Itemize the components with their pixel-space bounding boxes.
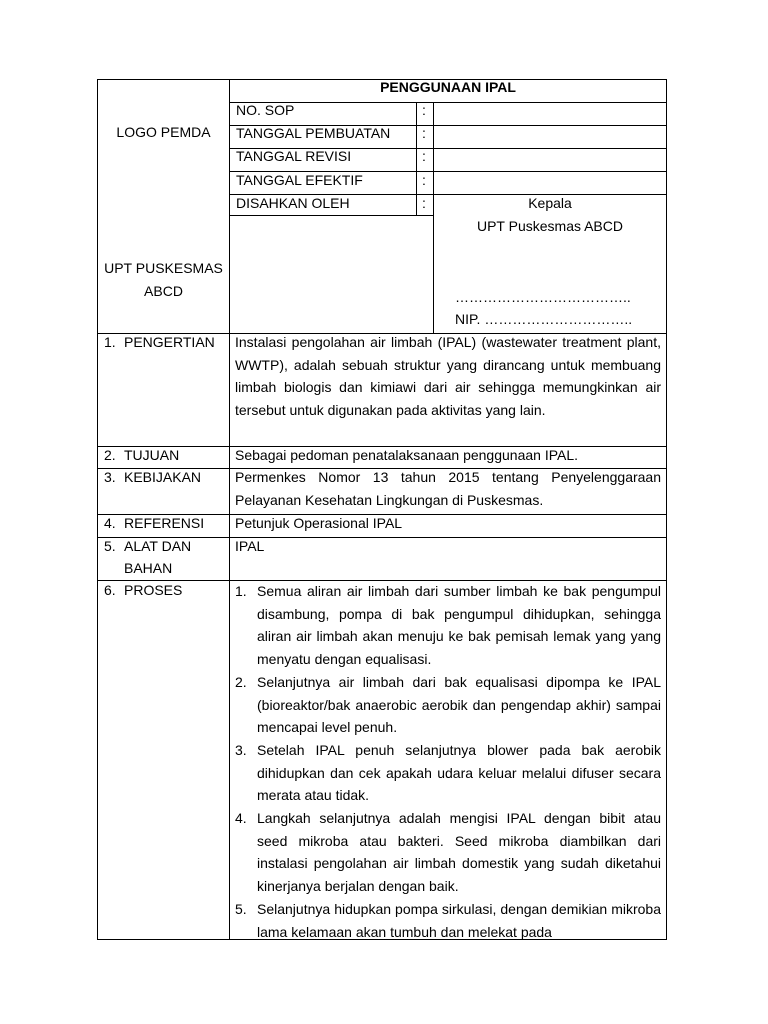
field-colon: : (422, 148, 426, 164)
table-border-right (666, 79, 667, 940)
column-divider-main (229, 79, 230, 940)
field-colon: : (422, 172, 426, 188)
process-step (235, 671, 661, 739)
signature-line: ……………………………….. (455, 289, 631, 305)
step-number: 4. (235, 810, 247, 827)
header-row-line-1 (229, 102, 667, 103)
section-number: 5. (104, 538, 116, 554)
section-content-tujuan: Sebagai pedoman penatalaksanaan penggunaan IPAL. (235, 447, 579, 463)
column-divider-colon-left (416, 102, 417, 215)
step-text: Langkah selanjutnya adalah mengisi IPAL dengan bibit atau seed mikroba atau bakteri. Seed mikroba diambilkan dari instalasi pengolahan air limbah domestik yang sudah diketahui kinerjanya berjalan dengan baik. (257, 810, 661, 895)
process-steps (235, 580, 661, 939)
process-step (235, 807, 661, 898)
field-colon: : (422, 125, 426, 141)
field-label-tanggal-pembuatan: TANGGAL PEMBUATAN (236, 125, 391, 141)
section-content-alat-bahan: IPAL (235, 538, 265, 554)
section-content-referensi: Petunjuk Operasional IPAL (235, 515, 403, 531)
section-number: 1. (104, 334, 116, 350)
field-label-tanggal-efektif: TANGGAL EFEKTIF (236, 172, 363, 188)
step-text: Selanjutnya hidupkan pompa sirkulasi, dengan demikian mikroba lama kelamaan akan tumbuh dan melekat pada (257, 900, 661, 939)
section-label-bahan: BAHAN (124, 560, 173, 576)
page-title: PENGGUNAAN IPAL (380, 79, 516, 95)
process-step (235, 580, 661, 671)
approver-unit: UPT Puskesmas ABCD (476, 218, 623, 234)
process-step (235, 739, 661, 807)
section-label-proses: PROSES (124, 582, 183, 598)
step-text: Selanjutnya air limbah dari bak equalisasi dipompa ke IPAL (bioreaktor/bak anaerobic aerobik dan pengendap akhir) sampai mencapai level penuh. (257, 673, 661, 736)
field-label-tanggal-revisi: TANGGAL REVISI (236, 148, 352, 164)
section-number: 4. (104, 515, 116, 531)
step-number: 5. (235, 900, 247, 917)
org-name-line-1: UPT PUSKESMAS (104, 260, 223, 276)
table-border-left (97, 79, 98, 940)
step-text: Setelah IPAL penuh selanjutnya blower pada bak aerobik dihidupkan dan cek apakah udara keluar melalui difuser secara merata atau tidak. (257, 741, 661, 804)
org-name-line-2: ABCD (144, 283, 183, 299)
section-number: 6. (104, 582, 116, 598)
step-text: Semua aliran air limbah dari sumber limbah ke bak pengumpul disambung, pompa di bak pengumpul dihidupkan, sehingga aliran air limbah akan menuju ke bak pemisah lemak yang yang menyatu dengan equalisasi. (257, 583, 661, 668)
section-label-pengertian: PENGERTIAN (124, 334, 215, 350)
section-label-kebijakan: KEBIJAKAN (124, 469, 202, 485)
field-colon: : (422, 195, 426, 211)
step-number: 1. (235, 583, 247, 599)
step-number: 3. (235, 741, 247, 758)
section-content-pengertian: Instalasi pengolahan air limbah (IPAL) (wastewater treatment plant, WWTP), adalah sebuah struktur yang dirancang untuk membuang limbah biologis dan kimiawi dari air sehingga memungkinkan air tersebut untuk digunakan pada aktivitas yang lain. (235, 334, 661, 419)
approver-nip: NIP. ………………………….. (455, 311, 633, 327)
step-number: 2. (235, 673, 247, 690)
process-step (235, 898, 661, 939)
field-label-disahkan-oleh: DISAHKAN OLEH (236, 195, 350, 211)
header-row-line-6 (229, 215, 434, 216)
field-label-no-sop: NO. SOP (236, 102, 295, 118)
approver-title: Kepala (528, 195, 572, 211)
section-label-referensi: REFERENSI (124, 515, 205, 531)
section-number: 2. (104, 447, 116, 463)
section-content-kebijakan: Permenkes Nomor 13 tahun 2015 tentang Penyelenggaraan Pelayanan Kesehatan Lingkungan di Puskesmas. (235, 469, 661, 508)
table-border-bottom (97, 939, 667, 940)
section-number: 3. (104, 469, 116, 485)
section-label-alat-dan: ALAT DAN (124, 538, 192, 554)
logo-placeholder: LOGO PEMDA (116, 124, 211, 140)
field-colon: : (422, 102, 426, 118)
section-label-tujuan: TUJUAN (124, 447, 180, 463)
